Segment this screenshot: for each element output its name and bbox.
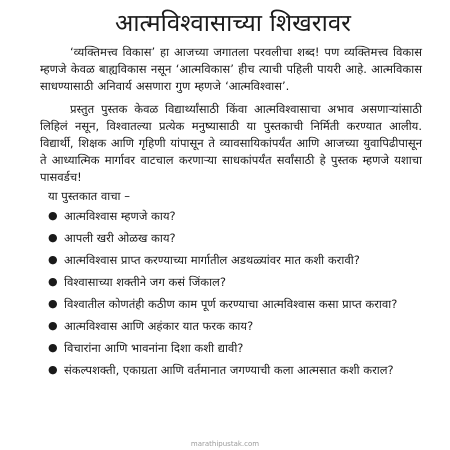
list-item — [40, 208, 422, 224]
list-item — [40, 230, 422, 246]
bullet-icon: ● — [48, 363, 58, 377]
list-item — [40, 318, 422, 334]
list-item-text: आत्मविश्वास प्राप्त करण्याच्या मार्गातील अडथळ्यांवर मात कशी करावी? — [64, 253, 360, 268]
list-intro: या पुस्तकात वाचा – — [48, 189, 130, 204]
list-item — [40, 252, 422, 268]
paragraph-description: प्रस्तुत पुस्तक केवळ विद्यार्थ्यांसाठी किंवा आत्मविश्वासाचा अभाव असणाऱ्यांसाठी लिहिलं नसून, विश्वातल्या प्रत्येक मनुष्यासाठी या पुस्तकाची निर्मिती करण्यात आलीय. विद्यार्थी, शिक्षक आणि गृहिणी यांपासून ते व्यावसायिकांपर्यंत आणि आजच्या युवापिढीपासून ते आध्यात्मिक मार्गावर वाटचाल करणाऱ्या साधकांपर्यंत सर्वांसाठी हे पुस्तक म्हणजे यशाचा पासवर्डच! — [40, 102, 422, 185]
list-item-text: विश्वासाच्या शक्तीने जग कसं जिंकाल? — [64, 275, 226, 290]
bullet-icon: ● — [48, 319, 58, 333]
list-item-text: विचारांना आणि भावनांना दिशा कशी द्यावी? — [64, 341, 244, 356]
bullet-icon: ● — [48, 209, 58, 223]
bullet-icon: ● — [48, 253, 58, 267]
list-item-text: विश्वातील कोणतंही कठीण काम पूर्ण करण्याचा आत्मविश्वास कसा प्राप्त करावा? — [64, 297, 398, 312]
list-item — [40, 296, 422, 312]
bullet-icon: ● — [48, 275, 58, 289]
list-item-text: आत्मविश्वास म्हणजे काय? — [64, 209, 176, 224]
list-item — [40, 340, 422, 356]
bullet-icon: ● — [48, 297, 58, 311]
bullet-icon: ● — [48, 231, 58, 245]
page-title: आत्मविश्वासाच्या शिखरावर — [114, 9, 351, 37]
list-item — [40, 274, 422, 290]
bullet-icon: ● — [48, 341, 58, 355]
list-item — [40, 362, 422, 378]
list-item-text: संकल्पशक्ती, एकाग्रता आणि वर्तमानात जगण्याची कला आत्मसात कशी कराल? — [64, 363, 394, 378]
topics-list — [40, 208, 422, 378]
list-item-text: आपली खरी ओळख काय? — [64, 231, 176, 246]
watermark: marathipustak.com — [190, 440, 260, 448]
paragraph-intro: ‘व्यक्तिमत्त्व विकास’ हा आजच्या जगातला परवलीचा शब्द! पण व्यक्तिमत्त्व विकास म्हणजे केवळ बाह्यविकास नसून ‘आत्मविकास’ हीच त्याची पहिली पायरी आहे. आत्मविकास साधण्यासाठी अनिवार्य असणारा गुण म्हणजे ‘आत्मविश्वास’. — [40, 45, 422, 94]
list-item-text: आत्मविश्वास आणि अहंकार यात फरक काय? — [64, 319, 254, 334]
